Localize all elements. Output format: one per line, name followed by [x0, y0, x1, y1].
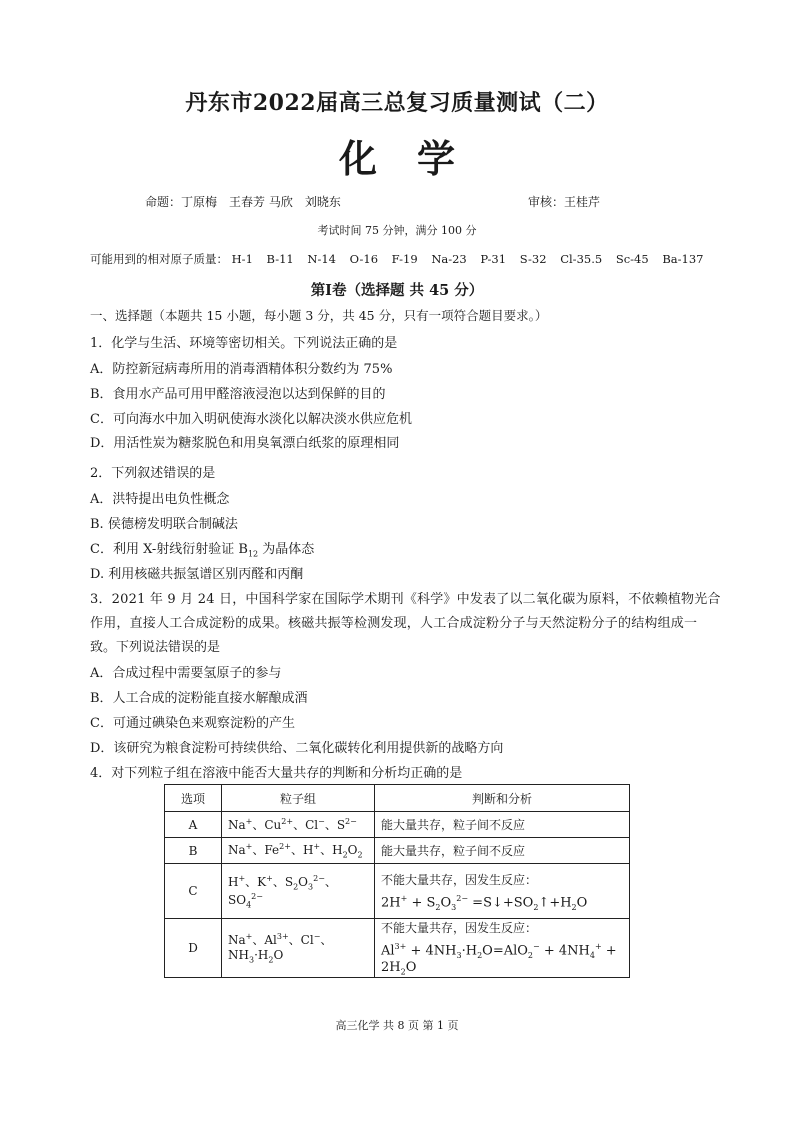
row-option: B — [165, 838, 222, 864]
atomic-mass: Na-23 — [431, 252, 467, 266]
table-row — [165, 812, 630, 838]
particle-group: H+、K+、$S_2O_3^{2-}$、$SO_4^{2-}$ — [222, 864, 375, 919]
header-particles: 粒子组 — [222, 785, 375, 812]
atomic-mass: H-1 — [231, 252, 253, 266]
q2-option-c-end: 为晶体态 — [258, 542, 315, 557]
row-option: A — [165, 812, 222, 838]
table-row — [165, 864, 630, 919]
q2-option-c-text: C．利用 X-射线衍射验证 B — [90, 542, 248, 557]
q2-option-c-sub: 12 — [247, 549, 259, 559]
q1-option-b: B．食用水产品可用甲醛溶液浸泡以达到保鲜的目的 — [90, 387, 386, 402]
particle-group: Na+、$Cu^{2+}$、Cl−、$S^{2-}$ — [222, 812, 375, 838]
atomic-mass: P-31 — [480, 252, 507, 266]
header-analysis: 判断和分析 — [375, 785, 630, 812]
question-4-stem: 4．对下列粒子组在溶液中能否大量共存的判断和分析均正确的是 — [90, 766, 463, 781]
q1-option-a: A．防控新冠病毒所用的消毒酒精体积分数约为 75% — [90, 362, 393, 377]
q2-option-b: B. 侯德榜发明联合制碱法 — [90, 517, 238, 532]
atomic-mass: B-11 — [266, 252, 294, 266]
atomic-mass: F-19 — [391, 252, 418, 266]
authors: 命题：丁原梅 王春芳 马欣 刘晓东 — [145, 195, 341, 209]
atomic-mass: Sc-45 — [615, 252, 649, 266]
reviewer: 审核：王桂芹 — [528, 195, 601, 209]
q3-option-a: A．合成过程中需要氢原子的参与 — [90, 666, 282, 681]
atomic-masses — [90, 251, 713, 267]
question-1-stem: 1．化学与生活、环境等密切相关。下列说法正确的是 — [90, 336, 398, 351]
q1-option-d: D．用活性炭为糖浆脱色和用臭氧漂白纸浆的原理相同 — [90, 436, 400, 451]
part-title: 第Ⅰ卷（选择题 共 45 分） — [310, 282, 484, 299]
particle-group: Na+、$Al^{3+}$、Cl−、$NH_3\cdot H_2O$ — [222, 919, 375, 978]
analysis-cell — [375, 919, 630, 978]
atomic-mass: O-16 — [349, 252, 379, 266]
exam-title: 丹东市2022届高三总复习质量测试（二） — [185, 90, 609, 116]
question-3-stem-line: 3．2021 年 9 月 24 日，中国科学家在国际学术期刊《科学》中发表了以二氧化碳为原料，不依赖植物光合 — [90, 592, 721, 607]
atomic-mass: Ba-137 — [662, 252, 704, 266]
reaction-equation: $2H^+ + S_2O_3^{2-}$ $=S↓+SO_2↑+H_2O$ — [381, 893, 588, 912]
ion-table — [164, 784, 630, 978]
analysis-cell: 能大量共存，粒子间不反应 — [375, 812, 630, 838]
q3-option-b: B．人工合成的淀粉能直接水解酿成酒 — [90, 691, 308, 706]
page-footer: 高三化学 共 8 页 第 1 页 — [335, 1019, 459, 1032]
header-option: 选项 — [165, 785, 222, 812]
atomic-mass: Cl-35.5 — [560, 252, 603, 266]
q3-option-c: C．可通过碘染色来观察淀粉的产生 — [90, 716, 295, 731]
q2-option-a: A．洪特提出电负性概念 — [90, 492, 230, 507]
table-row — [165, 919, 630, 978]
atomic-mass: S-32 — [519, 252, 547, 266]
q2-option-c — [90, 538, 314, 559]
row-option: D — [165, 919, 222, 978]
q3-option-d: D．该研究为粮食淀粉可持续供给、二氧化碳转化利用提供新的战略方向 — [90, 741, 504, 756]
analysis-cell: 能大量共存，粒子间不反应 — [375, 838, 630, 864]
table-header-row — [165, 785, 630, 812]
table-row — [165, 838, 630, 864]
analysis-text: 不能大量共存，因发生反应： — [381, 921, 538, 935]
reaction-equation: $Al^{3+} + 4NH_3\cdot H_2O=AlO_2^- + 4NH_4^+ + 2H_2O$ — [381, 942, 617, 977]
question-2-stem: 2．下列叙述错误的是 — [90, 466, 216, 481]
particle-group: Na+、$Fe^{2+}$、H+、$H_2O_2$ — [222, 838, 375, 864]
atomic-mass: N-14 — [307, 252, 336, 266]
q2-option-d: D. 利用核磁共振氢谱区别丙醛和丙酮 — [90, 567, 304, 582]
section-instruction: 一、选择题（本题共 15 小题，每小题 3 分，共 45 分，只有一项符合题目要求。） — [90, 308, 548, 323]
analysis-text: 不能大量共存，因发生反应： — [381, 872, 538, 887]
question-3-stem-line: 作用，直接人工合成淀粉的成果。核磁共振等检测发现，人工合成淀粉分子与天然淀粉分子的结构组成一 — [90, 616, 698, 631]
atomic-masses-label: 可能用到的相对原子质量： — [90, 252, 228, 266]
subject-title: 化学 — [338, 136, 495, 181]
analysis-cell — [375, 864, 630, 919]
q1-option-c: C．可向海水中加入明矾使海水淡化以解决淡水供应危机 — [90, 412, 412, 427]
exam-info: 考试时间 75 分钟，满分 100 分 — [317, 224, 477, 237]
row-option: C — [165, 864, 222, 919]
question-3-stem-line: 致。下列说法错误的是 — [90, 640, 221, 655]
